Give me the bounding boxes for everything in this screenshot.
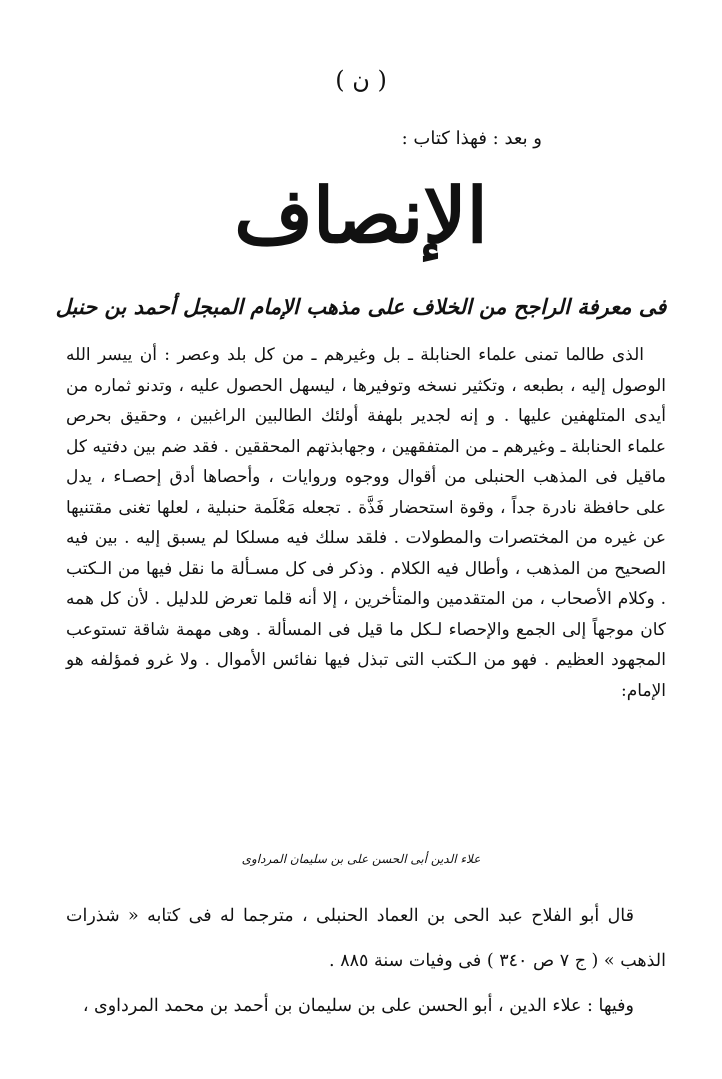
page-number: ( ن ): [335, 66, 387, 94]
main-paragraph: الذى طالما تمنى علماء الحنابلة ـ بل وغيرهم ـ من كل بلد وعصر : أن ييسر الله الوصول إليه ، بطبعه ، وتكثير نسخه وتوفيرها ، ليسهل الحصول عليه ، وتدنو ثماره من أيدى المتلهفين عليها . و إنه لجدير بلهفة أولئك الطالبين الراغبين ، وحقيق بحرص علماء الحنابلة ـ وغيرهم ـ من المتفقهين ، وجهابذتهم المحققين . فقد ضم بين دفتيه كل ماقيل فى المذهب الحنبلى من أقوال ووجوه وروايات ، وأحصاها أدق إحصـاء ، يدل على حافظة نادرة جداً ، وقوة استحضار فَذَّة . تجعله مَعْلَمة حنبلية ، لعلها تغنى مقتنيها عن غيره من المختصرات والمطولات . فلقد سلك فيه مسلكا لم يسبق إليه . بين فيه الصحيح من المذهب ، وأطال فيه الكلام . وذكر فى كل مسـألة ما نقل فيها من الـكتب . وكلام الأصحاب ، من المتقدمين والمتأخرين ، إلا أنه قلما تعرض للدليل . لأن كل همه كان موجهاً إلى الجمع والإحصاء لـكل ما قيل فى المسألة . وهى مهمة شاقة تستوعب المجهود العظيم . فهو من الـكتب التى تبذل فيها نفائس الأموال . ولا غرو فمؤلفه هو الإمام:: [66, 345, 666, 701]
biography-paragraph-2: وفيها : علاء الدين ، أبو الحسن على بن سليمان بن أحمد بن محمد المرداوى ،: [82, 996, 634, 1016]
main-paragraph-block: [66, 340, 666, 706]
book-title: الإنصاف: [234, 171, 488, 260]
book-subtitle: فى معرفة الراجح من الخلاف على مذهب الإمام المبجل أحمد بن حنبل: [55, 294, 667, 319]
intro-line: و بعد : فهذا كتاب :: [401, 128, 542, 149]
biography-paragraph-1: قال أبو الفلاح عبد الحى بن العماد الحنبلى ، مترجما له فى كتابه « شذرات الذهب » ( ج ٧ ص ٣٤٠ ) فى وفيات سنة ٨٨٥ .: [66, 906, 666, 971]
author-caption: علاء الدين أبى الحسن على بن سليمان المرداوى: [241, 852, 481, 866]
biography-block: [66, 894, 666, 1029]
